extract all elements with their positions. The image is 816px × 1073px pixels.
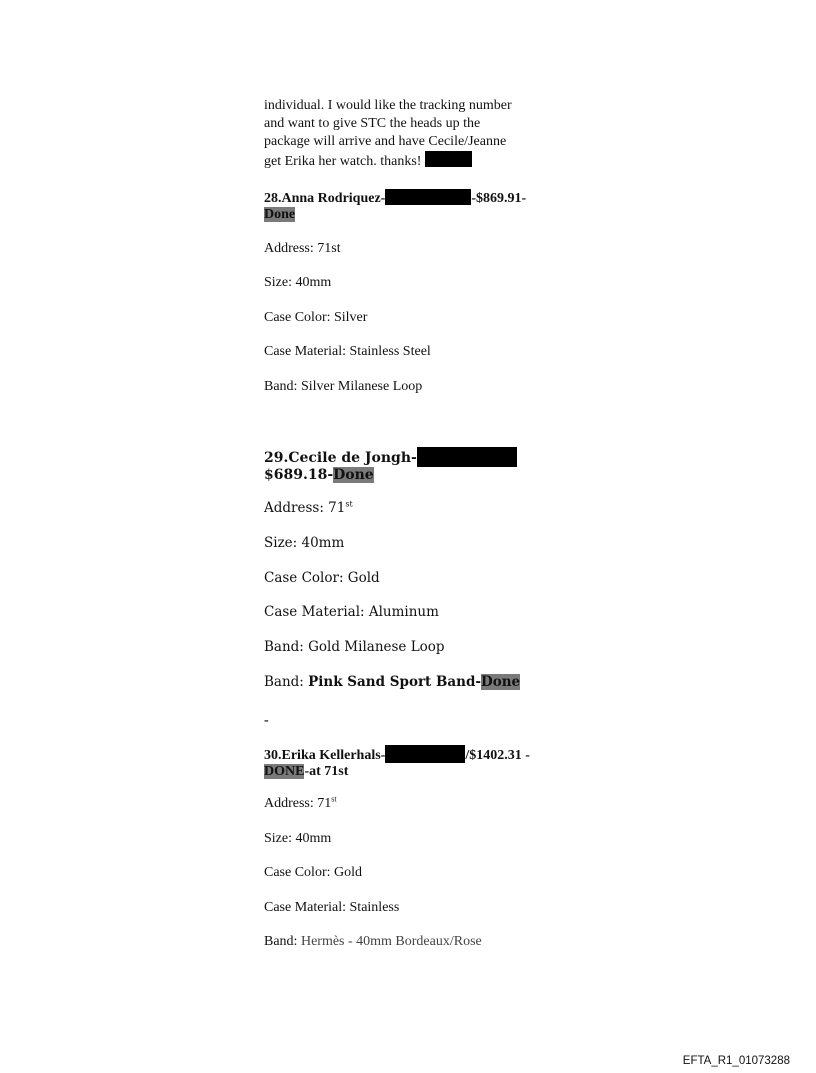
- entry-30-band-label: Band:: [264, 934, 301, 949]
- entry-28-case-color: Case Color: Silver: [264, 310, 368, 325]
- entry-29-address: [264, 499, 353, 517]
- entry-29-address-label: Address: 71: [264, 500, 346, 516]
- entry-30-price: /$1402.31 -: [465, 748, 530, 763]
- entry-29-case-material: Case Material: Aluminum: [264, 604, 439, 620]
- entry-30-name: 30.Erika Kellerhals-: [264, 748, 386, 763]
- entry-29-address-sup: st: [345, 499, 353, 509]
- entry-28-header: [264, 189, 564, 223]
- entry-30-header: [264, 745, 584, 780]
- entry-29-band-1: Band: Gold Milanese Loop: [264, 639, 445, 655]
- intro-line-3: package will arrive and have Cecile/Jeanne: [264, 134, 507, 149]
- entry-30-case-material: Case Material: Stainless: [264, 900, 400, 915]
- redaction-box: [385, 745, 465, 763]
- entry-29-band-2-label: Band:: [264, 674, 309, 690]
- entry-28-address: Address: 71st: [264, 241, 341, 256]
- entry-29-band-2-status: Done: [481, 674, 521, 690]
- separator-dash: -: [264, 713, 269, 728]
- entry-30-band: [264, 933, 482, 951]
- entry-30-suffix: -at 71st: [304, 764, 349, 779]
- entry-28-name: 28.Anna Rodriquez-: [264, 191, 386, 206]
- intro-paragraph: [264, 97, 564, 171]
- entry-30-case-color: Case Color: Gold: [264, 865, 362, 880]
- entry-28-case-material: Case Material: Stainless Steel: [264, 344, 431, 359]
- entry-29-name: 29.Cecile de Jongh-: [264, 450, 417, 466]
- entry-28-price: -$869.91-: [471, 191, 527, 206]
- entry-28-size: Size: 40mm: [264, 275, 332, 290]
- entry-28-band: Band: Silver Milanese Loop: [264, 379, 423, 394]
- entry-30-status: DONE: [264, 764, 305, 779]
- entry-29-size: Size: 40mm: [264, 535, 345, 551]
- intro-line-2: and want to give STC the heads up the: [264, 116, 481, 131]
- redaction-box: [417, 447, 517, 467]
- entry-28-status: Done: [264, 207, 296, 222]
- entry-29-case-color: Case Color: Gold: [264, 570, 380, 586]
- entry-29-header: [264, 447, 564, 484]
- entry-29-band-2: [264, 673, 520, 691]
- redaction-box: [385, 189, 471, 205]
- entry-30-address-sup: st: [331, 794, 337, 804]
- intro-line-4: [264, 151, 564, 171]
- intro-line-4-text: get Erika her watch. thanks!: [264, 154, 422, 169]
- entry-30-address: [264, 795, 337, 813]
- entry-29-status: Done: [333, 467, 374, 483]
- entry-30-address-label: Address: 71: [264, 796, 332, 811]
- entry-29-price: $689.18-: [264, 467, 334, 483]
- intro-line-1: individual. I would like the tracking number: [264, 98, 512, 113]
- redaction-box: [425, 151, 472, 167]
- document-id: EFTA_R1_01073288: [682, 1055, 790, 1067]
- entry-29-band-2-value: Pink Sand Sport Band-: [308, 674, 482, 690]
- entry-30-band-value: Hermès - 40mm Bordeaux/Rose: [300, 934, 482, 949]
- entry-30-size: Size: 40mm: [264, 831, 332, 846]
